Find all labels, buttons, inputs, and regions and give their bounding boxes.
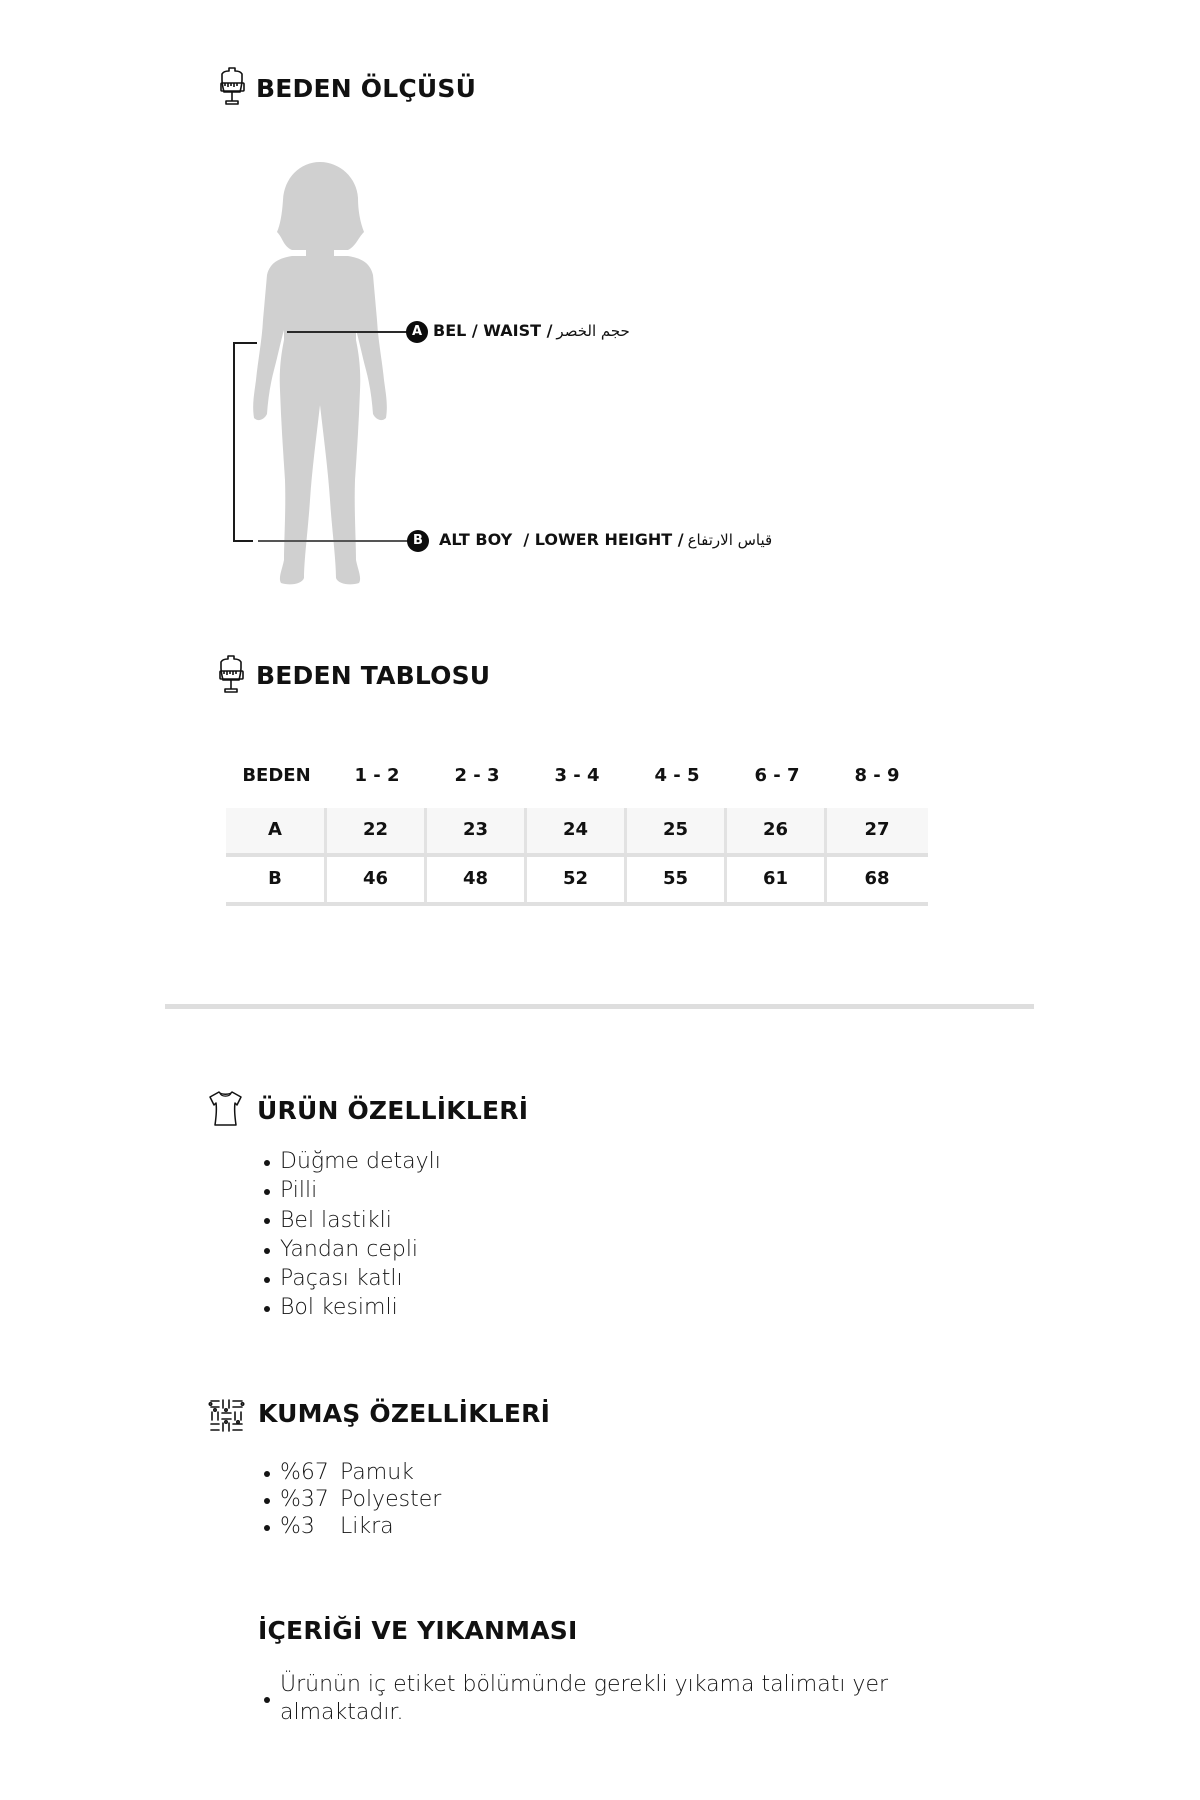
row-label: A <box>226 808 327 853</box>
tshirt-icon <box>207 1090 244 1127</box>
table-cell: 48 <box>427 857 527 902</box>
fabric-material: Pamuk <box>340 1460 414 1485</box>
list-item <box>264 1513 441 1540</box>
list-item <box>264 1459 441 1486</box>
size-table-title: BEDEN TABLOSU <box>256 661 491 690</box>
table-cell: 22 <box>327 808 427 853</box>
column-header: 8 - 9 <box>827 756 927 796</box>
table-header-row <box>226 756 928 796</box>
lower-height-callout-line <box>258 540 408 542</box>
table-row <box>226 857 928 906</box>
fabric-weave-icon <box>208 1397 245 1434</box>
list-item: Yandan cepli <box>264 1235 441 1264</box>
mannequin-tape-icon <box>217 654 245 700</box>
table-cell: 68 <box>864 868 890 889</box>
table-cell: 27 <box>864 819 890 840</box>
measurement-badge-a: A <box>406 321 428 343</box>
fabric-material: Likra <box>340 1514 394 1539</box>
fabric-material: Polyester <box>340 1487 442 1512</box>
fabric-percent: %67 <box>280 1460 329 1485</box>
height-bracket <box>233 342 235 542</box>
table-cell: 52 <box>527 857 627 902</box>
table-cell: 55 <box>627 857 727 902</box>
list-item: Pilli <box>264 1176 441 1205</box>
column-header: 1 - 2 <box>327 756 427 796</box>
column-header: 4 - 5 <box>627 756 727 796</box>
column-header: 2 - 3 <box>427 756 527 796</box>
table-cell: 23 <box>427 808 527 853</box>
lower-height-label-text: ALT BOY / LOWER HEIGHT / <box>439 530 684 549</box>
child-silhouette-figure <box>240 155 400 590</box>
mannequin-tape-icon <box>218 66 246 112</box>
fabric-composition-list <box>264 1459 441 1540</box>
table-cell: 24 <box>527 808 627 853</box>
table-cell: 61 <box>727 857 827 902</box>
measurement-badge-b: B <box>407 530 429 552</box>
table-body <box>226 808 928 906</box>
fabric-features-title: KUMAŞ ÖZELLİKLERİ <box>258 1399 551 1428</box>
size-guide-title: BEDEN ÖLÇÜSÜ <box>256 74 477 103</box>
section-divider <box>165 1004 1034 1009</box>
waist-label-text: BEL / WAIST / <box>433 321 553 340</box>
list-item <box>264 1486 441 1513</box>
list-item: Ürünün iç etiket bölümünde gerekli yıkama talimatı yer almaktadır. <box>264 1671 940 1727</box>
care-title: İÇERİĞİ VE YIKANMASI <box>258 1616 578 1645</box>
row-label: B <box>226 857 327 902</box>
fabric-percent: %3 <box>280 1514 315 1539</box>
waist-callout-line <box>287 331 409 333</box>
size-table <box>226 756 928 906</box>
table-cell: 46 <box>327 857 427 902</box>
list-item: Paçası katlı <box>264 1264 441 1293</box>
list-item: Düğme detaylı <box>264 1147 441 1176</box>
fabric-percent: %37 <box>280 1487 329 1512</box>
lower-height-label <box>439 529 772 551</box>
table-cell: 26 <box>727 808 827 853</box>
product-features-list <box>264 1147 441 1323</box>
waist-label-arabic: حجم الخصر <box>556 322 630 340</box>
height-bracket-top <box>233 342 257 344</box>
table-row <box>226 808 928 857</box>
column-header: 6 - 7 <box>727 756 827 796</box>
height-bracket-bottom <box>233 540 253 542</box>
waist-label <box>433 320 630 342</box>
column-header: 3 - 4 <box>527 756 627 796</box>
table-cell: 25 <box>627 808 727 853</box>
list-item: Bol kesimli <box>264 1293 441 1322</box>
lower-height-label-arabic: قياس الارتفاع <box>687 531 773 549</box>
list-item: Bel lastikli <box>264 1206 441 1235</box>
column-header: BEDEN <box>226 756 327 796</box>
care-list <box>264 1671 940 1727</box>
product-features-title: ÜRÜN ÖZELLİKLERİ <box>257 1096 529 1125</box>
